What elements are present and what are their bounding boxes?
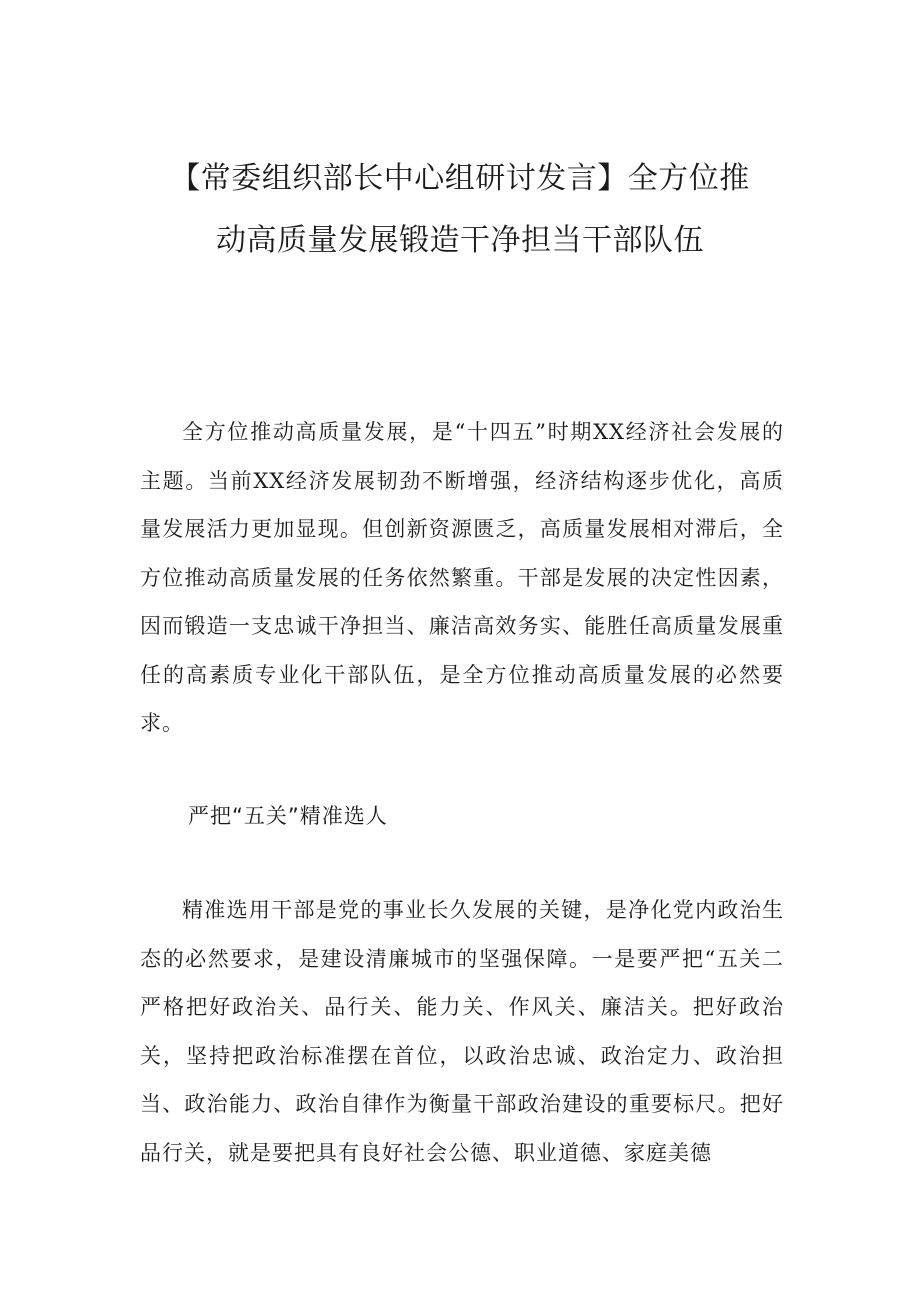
title-line-1: 【常委组织部长中心组研讨发言】全方位推 — [170, 161, 750, 196]
title-line-2: 动高质量发展锻造干净担当干部队伍 — [216, 223, 704, 258]
intro-paragraph: 全方位推动高质量发展，是“十四五”时期XX经济社会发展的主题。当前XX经济发展韧劲不断增强，经济结构逐步优化，高质量发展活力更加显现。但创新资源匮乏，高质量发展相对滞后，全方位推动高质量发展的任务依然繁重。干部是发展的决定性因素，因而锻造一支忠诚干净担当、廉洁高效务实、能胜任高质量发展重任的高素质专业化干部队伍，是全方位推动高质量发展的必然要求。 — [140, 420, 784, 735]
document-title — [120, 148, 800, 272]
section-heading: 严把“五关”精准选人 — [188, 804, 388, 828]
section-paragraph: 精准选用干部是党的事业长久发展的关键，是净化党内政治生态的必然要求，是建设清廉城市的坚强保障。一是要严把“五关二严格把好政治关、品行关、能力关、作风关、廉洁关。把好政治关，坚持把政治标准摆在首位，以政治忠诚、政治定力、政治担当、政治能力、政治自律作为衡量干部政治建设的重要标尺。把好品行关，就是要把具有良好社会公德、职业道德、家庭美德 — [140, 898, 784, 1165]
